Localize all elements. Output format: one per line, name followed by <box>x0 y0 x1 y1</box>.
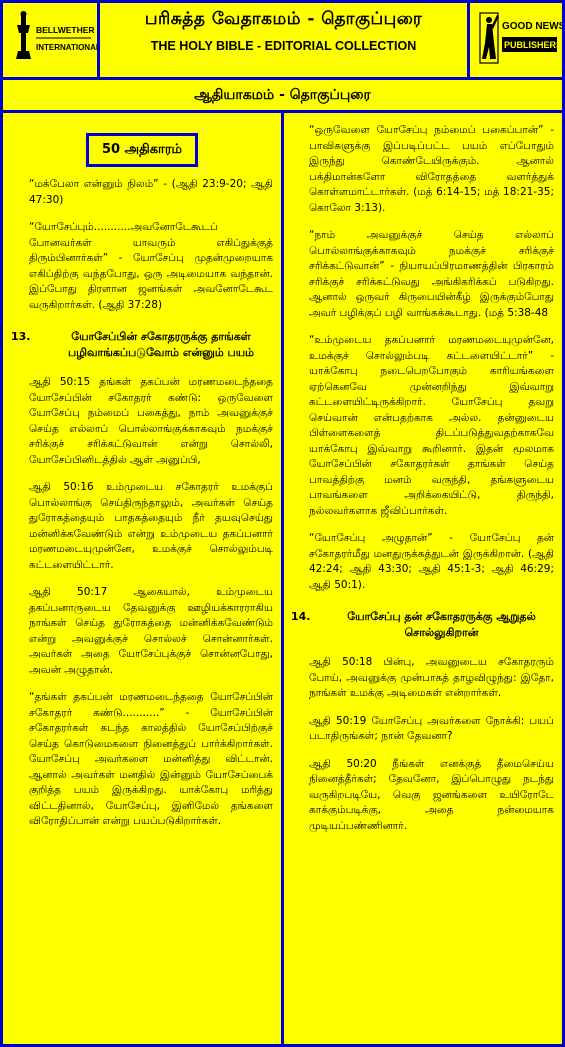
verse-paragraph: ஆதி 50:19 யோசேப்பு அவர்களை நோக்கி: பயப் படாதிருங்கள்; நான் தேவனா? <box>309 714 554 742</box>
commentary-paragraph: “ஒருவேளை யோசேப்பு நம்மைப் பகைப்பான்” - பாவிகளுக்கு இப்படிப்பட்ட பயம் எப்போதும் இருந்து கொண்டேயிருக்கும். ஆனால் பக்திமான்களோ விரோதத்தை வளர்த்துக் கொள்ளமாட்டார்கள். (மத் 6:14-15; மத் 18:21-35; கொலோ 3:13). <box>309 124 554 214</box>
book-title-bar: ஆதியாகமம் - தொகுப்புரை <box>3 80 562 113</box>
bellwether-figure-icon <box>3 3 97 77</box>
commentary-paragraph: “உம்முடைய தகப்பனார் மரணமடையுமுன்னே, உமக்குச் சொல்லும்படி கட்டளையிட்டார்” - யாக்கோபு நடைபெறபோகும் காரியங்களை ஏற்கெனவே முன்னறிந்து இவ்வாறு கட்டளையிட்டிருக்கிறார். யோசேப்பு தவறு செய்வான் என்பதற்காக அல்ல. தன்னுடைய பிள்ளைகளைத் திடப்படுத்துவதற்காகவே யாக்கோபு இவ்வாறு கூறினார். இதன் மூலமாக யோசேப்பின் சகோதரர்கள் தாங்கள் செய்த பாவத்திற்கு மனம் வருந்தி, தங்களுடைய பாவங்களை அறிக்கையிட்டு, திருந்தி, நல்லவர்களாக ஜீவிப்பார்கள். <box>309 334 554 517</box>
header <box>3 3 562 80</box>
column-divider <box>281 113 284 1044</box>
commentary-paragraph: “தங்கள் தகப்பன் மரணமடைந்ததை யோசேப்பின் சகோதரர் கண்டு...........” - யோசேப்பின் சகோதரர்கள் கடந்த காலத்தில் யோசேப்பிற்குச் செய்த கொடுமைகளை நினைத்துப் பார்க்கிறார்கள். யோசேப்பு அவர்களை மன்னித்து விட்டான். ஆனால் அவர்கள் மனதில் இன்னும் யோசேப்பைக் குறித்த பயம் இருக்கிறது. யாக்கோபு மரித்து விட்டதினால், யோசேப்பு, இனிமேல் தங்களை விரோதிப்பான் என்று பயப்படுகிறார்கள். <box>29 691 273 827</box>
commentary-paragraph: “யோசேப்பும்...........அவனோடேகூடப் போனவர்கள் யாவரும் எகிப்துக்குத் திரும்பினார்கள்” - யோசேப்பு முதன்முறையாக எகிப்திற்கு வந்தபோது, ஒரு அடிமையாக வந்தான். இப்போது திரளான ஜனங்கள் அவனோடேகூட வருகிறார்கள். (ஆதி 37:28) <box>29 221 273 311</box>
verse-paragraph: ஆதி 50:15 தங்கள் தகப்பன் மரணமடைந்ததை யோசேப்பின் சகோதரர் கண்டு: ஒருவேளை யோசேப்பு நம்மைப் பகைத்து, நாம் அவனுக்குச் செய்த எல்லாப் பொல்லாங்குக்காகவும் நமக்குச் சரிக்குச் சரிக்கட்டுவான் என்று சொல்லி, யோசேப்பினிடத்தில் ஆள் அனுப்பி, <box>29 376 273 466</box>
logo-left-line1: BELLWETHER <box>36 25 95 35</box>
section-title: யோசேப்பு தன் சகோதரருக்கு ஆறுதல் சொல்லுகிறான் <box>347 610 536 639</box>
bellwether-logo <box>3 3 100 77</box>
right-column <box>291 113 554 1044</box>
verse-paragraph: ஆதி 50:18 பின்பு, அவனுடைய சகோதரரும் போய், அவனுக்கு முன்பாகத் தாழவிழுந்து: இதோ, நாங்கள் உமக்கு அடிமைகள் என்றார்கள். <box>309 656 554 699</box>
commentary-paragraph: “மக்பேலா என்னும் நிலம்” - (ஆதி 23:9-20; ஆதி 47:30) <box>29 178 273 206</box>
logo-left-line2: INTERNATIONAL <box>36 43 97 52</box>
commentary-paragraph: “நாம் அவனுக்குச் செய்த எல்லாப் பொல்லாங்குக்காகவும் நமக்குச் சரிக்குச் சரிக்கட்டுவான்” - நியாயப்பிரமாணத்தின் பிரகாரம் சரிக்குச் சரிக்கட்டுவது அங்கிகரிக்கப் படுகிறது. ஆனால் ஒருவர் கிருபையின்கீழ் இருக்கும்போது அவர் பழிக்குப் பழி வாங்கக்கூடாது. (மத் 5:38-48 <box>309 229 554 319</box>
left-column <box>11 113 273 1044</box>
title-box <box>100 3 467 77</box>
verse-paragraph: ஆதி 50:20 நீங்கள் எனக்குத் தீமைசெய்ய நினைத்தீர்கள்; தேவனோ, இப்பொழுது நடந்து வருகிறபடியே, வெகு ஜனங்களை உயிரோடே காக்கும்படிக்கு, அதை நன்மையாக முடியப்பண்ணினார். <box>309 757 554 832</box>
section-heading <box>11 329 273 361</box>
commentary-paragraph: “யோசேப்பு அழுதான்” - யோசேப்பு தன் சகோதரர்மீது மனதுருக்கத்துடன் இருக்கிறான். (ஆதி 42:24; ஆதி 43:30; ஆதி 45:1-3; ஆதி 46:29; ஆதி 50:1). <box>309 532 554 591</box>
good-news-logo <box>467 3 562 77</box>
title-tamil: பரிசுத்த வேதாகமம் - தொகுப்புரை <box>144 9 423 29</box>
logo-right-line2: PUBLISHERS <box>504 40 562 50</box>
title-english: THE HOLY BIBLE - EDITORIAL COLLECTION <box>150 39 417 53</box>
section-title: யோசேப்பின் சகோதரருக்கு தாங்கள் பழிவாங்கப்படுவோம் என்னும் பயம் <box>67 330 255 359</box>
verse-paragraph: ஆதி 50:16 உம்முடைய சகோதரர் உமக்குப் பொல்லாங்கு செய்திருந்தாலும், அவர்கள் செய்த துரோகத்தையும் பாதகத்தையும் நீர் தயவுசெய்து மன்னிக்கவேண்டும் என்று உம்முடைய தகப்பனார் மரணமடையுமுன்னே, உமக்குச் சொல்லும்படி கட்டளையிட்டார். <box>29 481 273 571</box>
section-number: 13. <box>11 330 31 343</box>
chapter-heading: 50 அதிகாரம் <box>86 133 198 167</box>
section-number: 14. <box>291 610 311 623</box>
verse-paragraph: ஆதி 50:17 ஆகையால், உம்முடைய தகப்பனாருடைய தேவனுக்கு ஊழியக்காரராகிய நாங்கள் செய்த துரோகத்தை மன்னிக்கவேண்டும் என்று அவனுக்குச் சொல்லச் சொன்னார்கள். அவர்கள் அதை யோசேப்புக்குச் சொன்னபோது, அவன் அழுதான். <box>29 586 273 676</box>
trumpeter-figure-icon <box>470 3 562 77</box>
logo-right-line1: GOOD NEWS <box>502 21 562 32</box>
section-heading <box>291 609 554 641</box>
